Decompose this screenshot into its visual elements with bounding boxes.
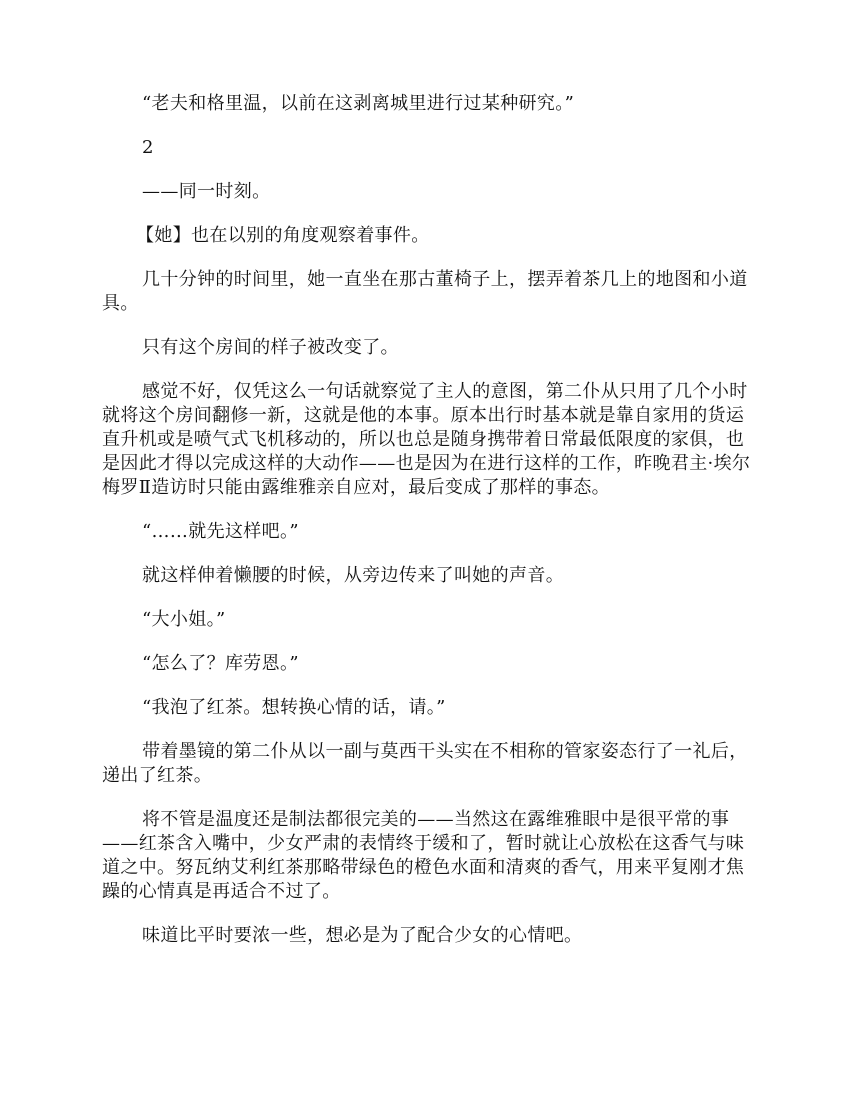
paragraph: 就这样伸着懒腰的时候，从旁边传来了叫她的声音。 xyxy=(142,565,565,586)
paragraph: 几十分钟的时间里，她一直坐在那古董椅子上，摆弄着茶几上的地图和小道具。 xyxy=(102,269,748,314)
paragraph-dialogue: “老夫和格里温，以前在这剥离城里进行过某种研究。” xyxy=(142,93,575,114)
paragraph-dialogue: “我泡了红茶。想转换心情的话，请。” xyxy=(142,697,446,718)
paragraph: 感觉不好，仅凭这么一句话就察觉了主人的意图，第二仆从只用了几个小时就将这个房间翻修一新，这就是他的本事。原本出行时基本就是靠自家用的货运直升机或是喷气式飞机移动的，所以也总是随身携带着日常最低限度的家俱，也是因此才得以完成这样的大动作——也是因为在进行这样的工作，昨晚君主·埃尔梅罗Ⅱ造访时只能由露维雅亲自应对，最后变成了那样的事态。 xyxy=(102,381,751,498)
paragraph: 将不管是温度还是制法都很完美的——当然这在露维雅眼中是很平常的事——红茶含入嘴中，少女严肃的表情终于缓和了，暂时就让心放松在这香气与味道之中。努瓦纳艾利红茶那略带绿色的橙色水面和清爽的香气，用来平复刚才焦躁的心情真是再适合不过了。 xyxy=(102,809,745,902)
section-number: 2 xyxy=(142,137,154,158)
paragraph-dialogue: “大小姐。” xyxy=(142,609,226,630)
paragraph-dialogue: “……就先这样吧。” xyxy=(142,521,299,542)
paragraph: 带着墨镜的第二仆从以一副与莫西干头实在不相称的管家姿态行了一礼后，递出了红茶。 xyxy=(102,741,748,786)
paragraph-scene-break: ——同一时刻。 xyxy=(142,181,271,202)
paragraph: 只有这个房间的样子被改变了。 xyxy=(142,337,399,358)
paragraph-dialogue: “怎么了？库劳恩。” xyxy=(142,653,299,674)
document-body xyxy=(102,92,752,968)
paragraph: 味道比平时要浓一些，想必是为了配合少女的心情吧。 xyxy=(142,925,583,946)
paragraph: 【她】也在以别的角度观察着事件。 xyxy=(136,225,430,246)
